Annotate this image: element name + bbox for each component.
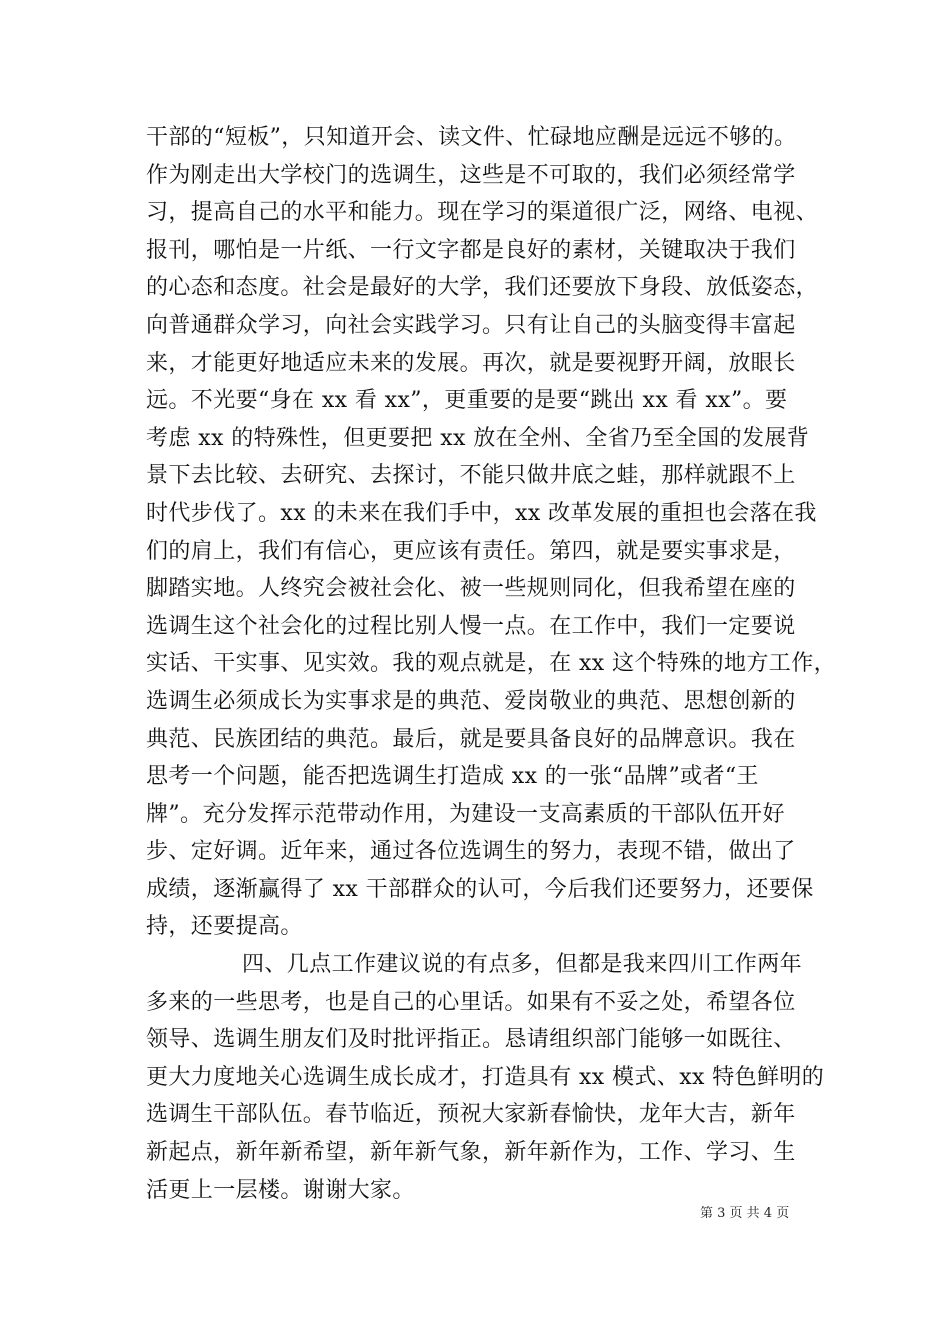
text-line: 考虑 xx 的特殊性，但更要把 xx 放在全州、全省乃至全国的发展背 bbox=[146, 425, 810, 451]
text-line: 脚踏实地。人终究会被社会化、被一些规则同化，但我希望在座的 bbox=[146, 576, 796, 602]
text-line: 牌”。充分发挥示范带动作用，为建设一支高素质的干部队伍开好 bbox=[146, 801, 785, 827]
text-line: 干部的“短板”，只知道开会、读文件、忙碌地应酬是远远不够的。 bbox=[146, 125, 797, 150]
text-line: 领导、选调生朋友们及时批评指正。恳请组织部门能够一如既往、 bbox=[146, 1027, 796, 1053]
text-line: 多来的一些思考，也是自己的心里话。如果有不妥之处，希望各位 bbox=[146, 989, 796, 1015]
text-line: 成绩，逐渐赢得了 xx 干部群众的认可，今后我们还要努力，还要保 bbox=[146, 876, 814, 902]
text-line: 思考一个问题，能否把选调生打造成 xx 的一张“品牌”或者“王 bbox=[146, 764, 759, 790]
text-line: 来，才能更好地适应未来的发展。再次，就是要视野开阔，放眼长 bbox=[146, 350, 796, 376]
paragraph-start-line: 四、几点工作建议说的有点多，但都是我来四川工作两年 bbox=[242, 952, 803, 978]
text-line: 作为刚走出大学校门的选调生，这些是不可取的，我们必须经常学 bbox=[146, 162, 796, 188]
text-line: 报刊，哪怕是一片纸、一行文字都是良好的素材，关键取决于我们 bbox=[146, 237, 796, 263]
page-number-footer: 第 3 页 共 4 页 bbox=[700, 1206, 790, 1221]
text-line: 选调生这个社会化的过程比别人慢一点。在工作中，我们一定要说 bbox=[146, 613, 796, 639]
text-line: 新起点，新年新希望，新年新气象，新年新作为，工作、学习、生 bbox=[146, 1140, 796, 1166]
text-line: 时代步伐了。xx 的未来在我们手中，xx 改革发展的重担也会落在我 bbox=[146, 500, 817, 526]
text-line: 景下去比较、去研究、去探讨，不能只做井底之蛙，那样就跟不上 bbox=[146, 463, 796, 489]
text-line: 选调生干部队伍。春节临近，预祝大家新春愉快，龙年大吉，新年 bbox=[146, 1102, 796, 1128]
text-line: 步、定好调。近年来，通过各位选调生的努力，表现不错，做出了 bbox=[146, 839, 796, 865]
text-line: 典范、民族团结的典范。最后，就是要具备良好的品牌意识。我在 bbox=[146, 726, 796, 752]
text-line: 的心态和态度。社会是最好的大学，我们还要放下身段、放低姿态， bbox=[146, 275, 819, 301]
text-line: 远。不光要“身在 xx 看 xx”，更重要的是要“跳出 xx 看 xx”。要 bbox=[146, 388, 788, 414]
text-line: 活更上一层楼。谢谢大家。 bbox=[146, 1177, 415, 1203]
text-line: 更大力度地关心选调生成长成才，打造具有 xx 模式、xx 特色鲜明的 bbox=[146, 1064, 825, 1090]
text-line: 选调生必须成长为实事求是的典范、爱岗敬业的典范、思想创新的 bbox=[146, 688, 796, 714]
text-line: 习，提高自己的水平和能力。现在学习的渠道很广泛，网络、电视、 bbox=[146, 200, 819, 226]
text-line: 们的肩上，我们有信心，更应该有责任。第四，就是要实事求是， bbox=[146, 538, 796, 564]
text-line: 持，还要提高。 bbox=[146, 914, 303, 940]
text-line: 向普通群众学习，向社会实践学习。只有让自己的头脑变得丰富起 bbox=[146, 312, 796, 338]
text-line: 实话、干实事、见实效。我的观点就是，在 xx 这个特殊的地方工作， bbox=[146, 651, 837, 677]
body-text bbox=[146, 119, 837, 1209]
